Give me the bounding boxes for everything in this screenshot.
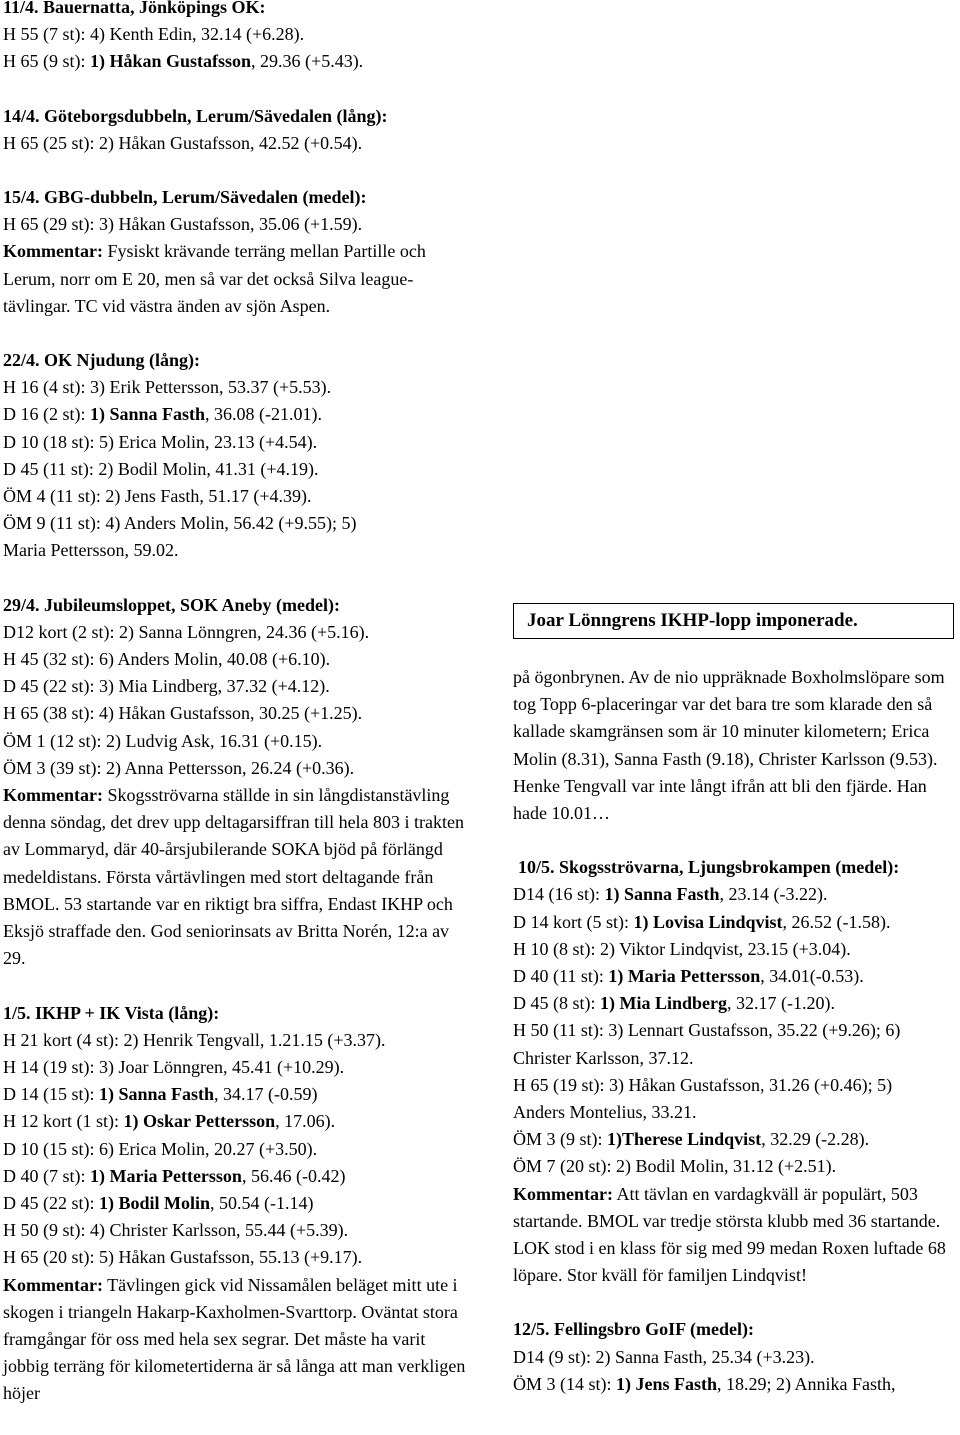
result-line [3,537,473,564]
result-line [513,936,960,963]
winner-name: 1) Sanna Fasth [90,404,206,425]
result-text: ÖM 3 (39 st): 2) Anna Pettersson, 26.24 (+0.36). [3,757,355,778]
race-section [3,184,473,320]
result-text: D 45 (11 st): 2) Bodil Molin, 41.31 (+4.19). [3,458,319,479]
race-heading: 15/4. GBG-dubbeln, Lerum/Sävedalen (medel): [3,187,367,208]
result-text: , 18.29; 2) Annika Fasth, [717,1373,896,1394]
result-line [3,130,473,157]
result-text: D 10 (15 st): 6) Erica Molin, 20.27 (+3.50). [3,1138,318,1159]
comment-label: Kommentar: [3,1274,103,1295]
race-heading: 14/4. Göteborgsdubbeln, Lerum/Sävedalen (lång): [3,105,388,126]
race-heading: 11/4. Bauernatta, Jönköpings OK: [3,0,266,17]
result-line [3,1081,473,1108]
result-text: D12 kort (2 st): 2) Sanna Lönngren, 24.36 (+5.16). [3,621,370,642]
result-text: ÖM 3 (9 st): [513,1129,607,1150]
result-line [3,21,473,48]
result-line [3,401,473,428]
result-text: D 10 (18 st): 5) Erica Molin, 23.13 (+4.54). [3,431,318,452]
result-line [3,1163,473,1190]
race-section [3,1000,473,1408]
winner-name: 1) Mia Lindberg [600,993,728,1014]
result-text: D 45 (8 st): [513,993,600,1014]
result-text: H 55 (7 st): 4) Kenth Edin, 32.14 (+6.28). [3,24,305,45]
winner-name: 1) Bodil Molin [99,1192,211,1213]
race-heading: 22/4. OK Njudung (lång): [3,350,201,371]
result-text: , 23.14 (-3.22). [719,884,828,905]
right-sections [513,854,960,1398]
winner-name: 1) Sanna Fasth [604,884,720,905]
result-line [513,1017,960,1044]
result-line [513,963,960,990]
result-line [513,1371,960,1398]
result-line [3,211,473,238]
result-text: D 45 (22 st): [3,1192,99,1213]
result-line [3,1136,473,1163]
result-text: H 50 (9 st): 4) Christer Karlsson, 55.44 (+5.39). [3,1220,349,1241]
result-line [3,483,473,510]
result-text: H 21 kort (4 st): 2) Henrik Tengvall, 1.21.15 (+3.37). [3,1029,386,1050]
comment-paragraph [3,1272,473,1408]
race-heading: 29/4. Jubileumsloppet, SOK Aneby (medel): [3,594,341,615]
result-text: H 65 (20 st): 5) Håkan Gustafsson, 55.13 (+9.17). [3,1247,363,1268]
result-text: D14 (16 st): [513,884,605,905]
result-text: H 65 (19 st): 3) Håkan Gustafsson, 31.26 (+0.46); 5) [513,1074,893,1095]
winner-name: 1) Maria Pettersson [90,1165,242,1186]
race-section [3,592,473,973]
result-text: H 16 (4 st): 3) Erik Pettersson, 53.37 (+5.53). [3,377,332,398]
result-line [3,755,473,782]
result-text: Christer Karlsson, 37.12. [513,1047,694,1068]
result-line [3,700,473,727]
result-line [513,1045,960,1072]
result-line [513,881,960,908]
result-line [513,1344,960,1371]
result-line [513,1099,960,1126]
comment-paragraph [3,238,473,320]
result-line [513,909,960,936]
race-section [3,103,473,157]
result-text: , 34.17 (-0.59) [214,1084,318,1105]
result-line [3,374,473,401]
result-text: D 40 (7 st): [3,1165,90,1186]
result-text: , 56.46 (-0.42) [241,1165,346,1186]
winner-name: 1) Håkan Gustafsson [90,51,252,72]
winner-name: 1) Maria Pettersson [608,966,761,987]
result-line [3,1054,473,1081]
result-text: D 40 (11 st): [513,966,609,987]
winner-name: 1) Sanna Fasth [99,1084,215,1105]
comment-paragraph [3,782,473,972]
result-text: H 65 (9 st): [3,51,90,72]
result-line [3,510,473,537]
result-text: H 50 (11 st): 3) Lennart Gustafsson, 35.22 (+9.26); 6) [513,1020,901,1041]
result-text: D 14 kort (5 st): [513,911,634,932]
result-line [3,48,473,75]
result-line [3,1108,473,1135]
result-text: H 12 kort (1 st): [3,1111,124,1132]
result-text: ÖM 4 (11 st): 2) Jens Fasth, 51.17 (+4.39). [3,486,312,507]
winner-name: 1)Therese Lindqvist [607,1129,762,1150]
comment-text: Fysiskt krävande terräng mellan Partille och Lerum, norr om E 20, men så var det också Silva league-tävlingar. TC vid västra änden av sjön Aspen. [3,241,426,316]
race-section [3,347,473,565]
comment-paragraph [513,1181,960,1290]
article-continuation-text: på ögonbrynen. Av de nio uppräknade Boxholmslöpare som tog Topp 6-placeringar var det bara tre som klarade den så kallade skamgränsen som är 10 minuter kilometern; Erica Molin (8.31), Sanna Fasth (9.18), Christer Karlsson (9.53). Henke Tengvall var inte långt ifrån att bli den fjärde. Han hade 10.01… [513,667,945,824]
result-line [3,1217,473,1244]
winner-name: 1) Jens Fasth [616,1373,718,1394]
left-column [3,0,473,1435]
race-section [513,1316,960,1398]
result-text: D 45 (22 st): 3) Mia Lindberg, 37.32 (+4.12). [3,676,330,697]
race-heading: 10/5. Skogsströvarna, Ljungsbrokampen (medel): [518,857,900,878]
race-heading: 12/5. Fellingsbro GoIF (medel): [513,1319,754,1340]
result-line [3,1244,473,1271]
result-line [3,1027,473,1054]
result-line [513,1126,960,1153]
result-line [513,1153,960,1180]
winner-name: 1) Lovisa Lindqvist [633,911,783,932]
result-text: , 32.17 (-1.20). [727,993,835,1014]
result-text: , 17.06). [275,1111,336,1132]
result-text: , 32.29 (-2.28). [761,1129,870,1150]
comment-label: Kommentar: [513,1183,613,1204]
result-text: D 14 (15 st): [3,1084,99,1105]
race-section [3,0,473,76]
result-line [3,1190,473,1217]
result-line [3,619,473,646]
result-text: H 10 (8 st): 2) Viktor Lindqvist, 23.15 (+3.04). [513,938,851,959]
result-text: H 65 (25 st): 2) Håkan Gustafsson, 42.52 (+0.54). [3,132,363,153]
result-line [3,456,473,483]
result-text: Maria Pettersson, 59.02. [3,540,179,561]
comment-text: Skogsströvarna ställde in sin långdistanstävling denna söndag, det drev upp deltagarsiffran till hela 803 i trakten av Lommaryd, där 40-årsjubilerande SOKA bjöd på förlängd medeldistans. Första vårtävlingen med stort deltagande från BMOL. 53 startande var en riktigt bra siffra, Endast IKHP och Eksjö straffade den. God seniorinsats av Britta Norén, 12:a av 29. [3,785,465,969]
result-text: , 34.01(-0.53). [760,966,864,987]
result-text: , 50.54 (-1.14) [210,1192,314,1213]
result-text: ÖM 3 (14 st): [513,1373,616,1394]
result-text: Anders Montelius, 33.21. [513,1102,697,1123]
result-line [3,646,473,673]
comment-label: Kommentar: [3,785,103,806]
comment-text: Tävlingen gick vid Nissamålen beläget mitt ute i skogen i triangeln Hakarp-Kaxholmen-Svarttorp. Oväntat stora framgångar för oss med hela sex segrar. Det måste ha varit jobbig terräng för kilometertiderna är så långa att man verkligen höjer [3,1274,466,1404]
result-text: H 14 (19 st): 3) Joar Lönngren, 45.41 (+10.29). [3,1056,345,1077]
result-line [3,673,473,700]
result-line [513,1072,960,1099]
result-line [3,429,473,456]
result-text: D14 (9 st): 2) Sanna Fasth, 25.34 (+3.23). [513,1346,815,1367]
result-text: H 45 (32 st): 6) Anders Molin, 40.08 (+6.10). [3,649,331,670]
result-text: H 65 (38 st): 4) Håkan Gustafsson, 30.25 (+1.25). [3,703,363,724]
result-text: , 26.52 (-1.58). [782,911,891,932]
comment-text: Att tävlan en vardagkväll är populärt, 503 startande. BMOL var tredje största klubb med 36 startande. LOK stod i en klass för sig med 99 medan Roxen luftade 68 löpare. Stor kväll för familjen Lindqvist! [513,1183,946,1286]
result-text: H 65 (29 st): 3) Håkan Gustafsson, 35.06 (+1.59). [3,214,363,235]
race-section [513,854,960,1289]
comment-label: Kommentar: [3,241,103,262]
result-line [513,990,960,1017]
result-text: ÖM 7 (20 st): 2) Bodil Molin, 31.12 (+2.51). [513,1156,837,1177]
result-line [3,728,473,755]
result-text: ÖM 9 (11 st): 4) Anders Molin, 56.42 (+9.55); 5) [3,513,357,534]
result-text: , 36.08 (-21.01). [205,404,323,425]
result-text: , 29.36 (+5.43). [251,51,364,72]
race-heading: 1/5. IKHP + IK Vista (lång): [3,1002,220,1023]
article-headline-box: Joar Lönngrens IKHP-lopp imponerade. [513,603,954,639]
result-text: ÖM 1 (12 st): 2) Ludvig Ask, 16.31 (+0.15). [3,730,323,751]
result-text: D 16 (2 st): [3,404,90,425]
right-column [513,603,960,1425]
winner-name: 1) Oskar Pettersson [123,1111,276,1132]
